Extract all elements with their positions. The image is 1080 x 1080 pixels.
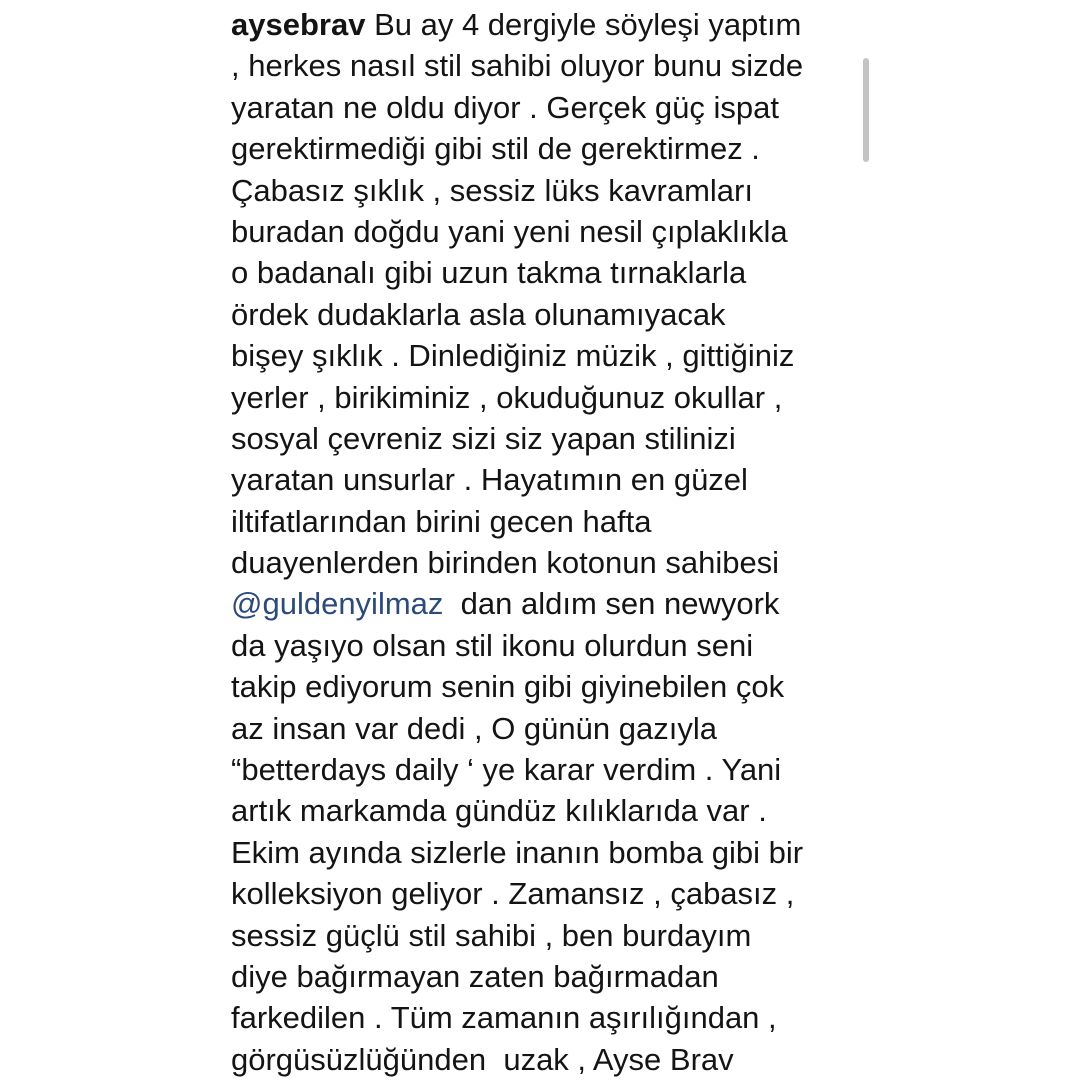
caption-text: dan aldım sen newyork bbox=[443, 586, 780, 622]
caption-line: yerler , birikiminiz , okuduğunuz okullar , bbox=[231, 379, 783, 415]
username-link[interactable]: aysebrav bbox=[231, 7, 366, 42]
caption-line: artık markamda gündüz kılıklarıda var . bbox=[231, 793, 767, 829]
caption-line: bişey şıklık . Dinlediğiniz müzik , gittiğiniz bbox=[231, 338, 795, 374]
caption-line: Çabasız şıklık , sessiz lüks kavramları bbox=[231, 172, 753, 208]
caption-line: az insan var dedi , O günün gazıyla bbox=[231, 710, 717, 746]
caption-line: o badanalı gibi uzun takma tırnaklarla bbox=[231, 255, 747, 291]
caption-line: kolleksiyon geliyor . Zamansız , çabasız , bbox=[231, 876, 795, 912]
caption-line: da yaşıyo olsan stil ikonu olurdun seni bbox=[231, 627, 754, 663]
caption-line: iltifatlarından birini gecen hafta bbox=[231, 503, 652, 539]
caption-line: görgüsüzlüğünden uzak , Ayse Brav bbox=[231, 1041, 734, 1077]
caption-line: yaratan unsurlar . Hayatımın en güzel bbox=[231, 462, 748, 498]
caption-line: Ekim ayında sizlerle inanın bomba gibi bir bbox=[231, 834, 804, 870]
caption-line: “betterdays daily ‘ ye karar verdim . Yani bbox=[231, 752, 782, 788]
caption-line: sosyal çevreniz sizi siz yapan stilinizi bbox=[231, 420, 736, 456]
caption-mention-line bbox=[231, 583, 861, 624]
caption-line: yaratan ne oldu diyor . Gerçek güç ispat bbox=[231, 89, 779, 125]
mention-link[interactable]: @guldenyilmaz bbox=[231, 586, 444, 622]
caption-line: takip ediyorum senin gibi giyinebilen çok bbox=[231, 669, 785, 705]
caption-line: sessiz güçlü stil sahibi , ben burdayım bbox=[231, 917, 752, 953]
caption-line: diye bağırmayan zaten bağırmadan bbox=[231, 958, 719, 994]
caption-line: buradan doğdu yani yeni nesil çıplaklıkla bbox=[231, 213, 788, 249]
caption-first-line bbox=[231, 4, 861, 45]
caption-line: ördek dudaklarla asla olunamıyacak bbox=[231, 296, 726, 332]
caption-line: farkedilen . Tüm zamanın aşırılığından , bbox=[231, 1000, 777, 1036]
caption-text: Bu ay 4 dergiyle söyleşi yaptım bbox=[365, 7, 802, 42]
caption-line: duayenlerden birinden kotonun sahibesi bbox=[231, 545, 780, 581]
scrollbar-thumb[interactable] bbox=[863, 58, 869, 162]
caption-line: , herkes nasıl stil sahibi oluyor bunu sizde bbox=[231, 48, 804, 84]
post-caption bbox=[231, 4, 861, 1080]
caption-line: gerektirmediği gibi stil de gerektirmez . bbox=[231, 131, 760, 167]
